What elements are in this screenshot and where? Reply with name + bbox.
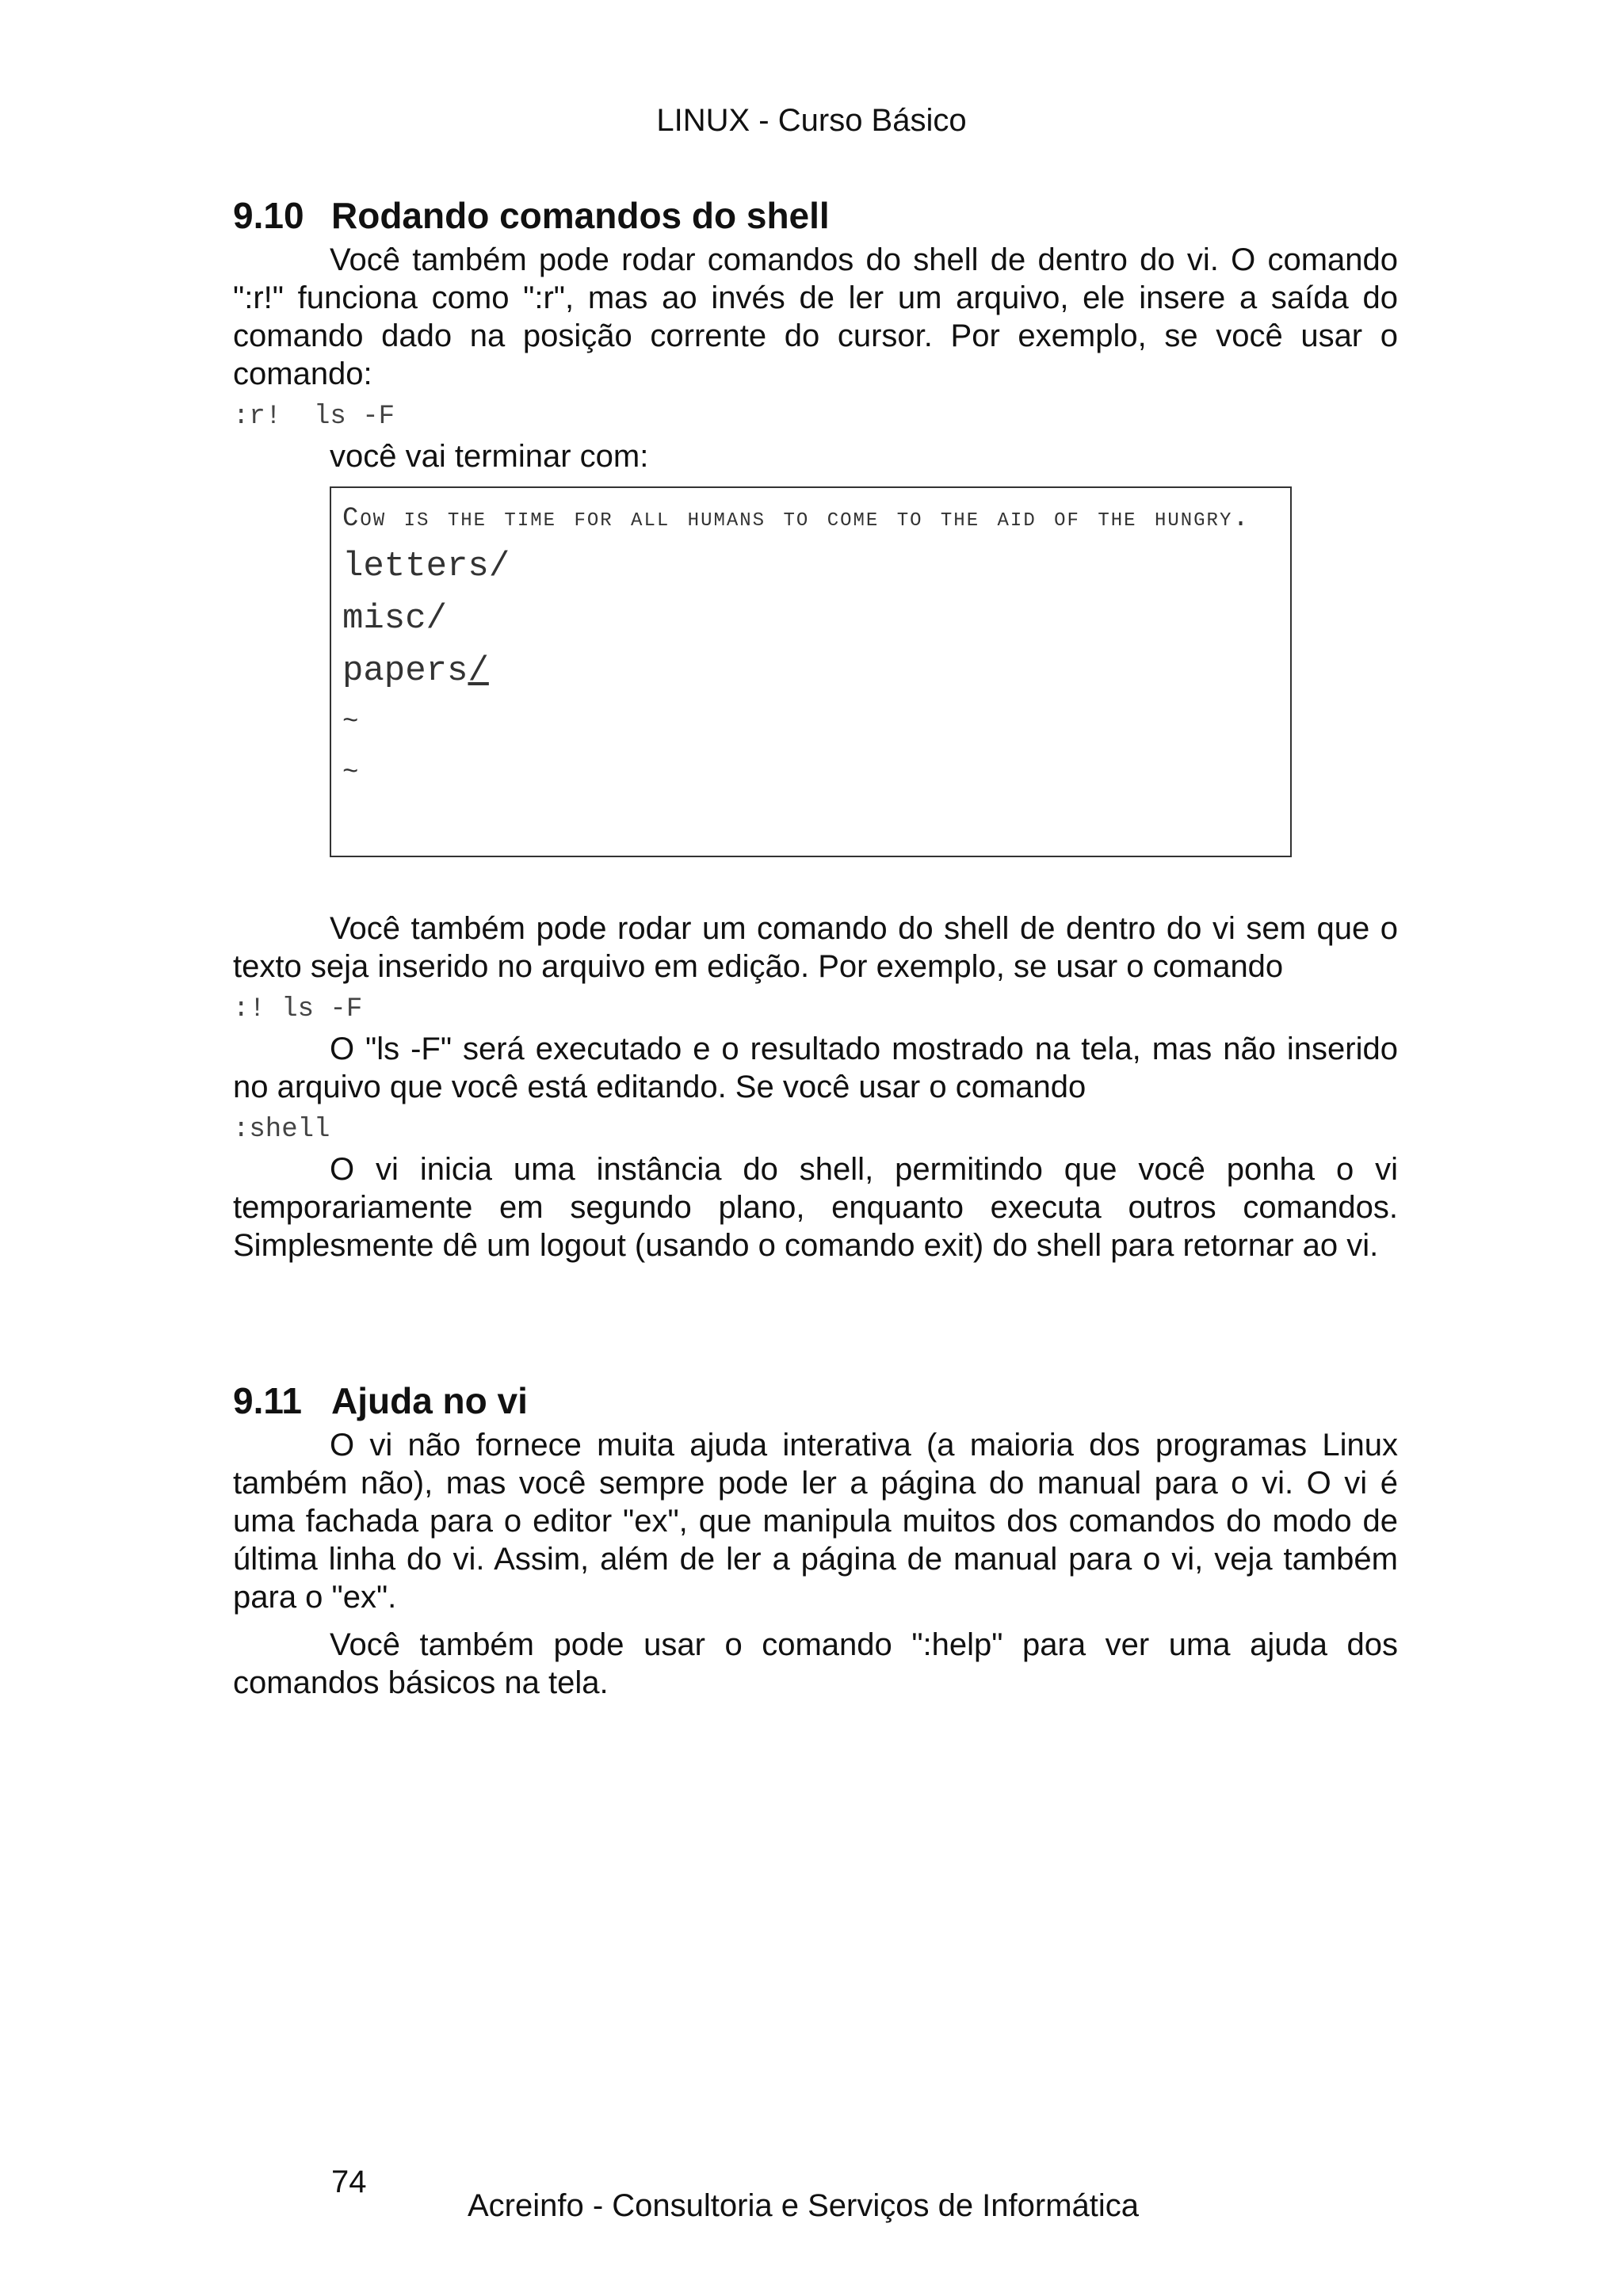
spacer xyxy=(233,857,1398,910)
output-line: letters/ xyxy=(342,547,510,586)
output-line: misc/ xyxy=(342,599,448,639)
command-example: :r! ls -F xyxy=(233,402,395,432)
paragraph: O vi não fornece muita ajuda interativa (a maioria dos programas Linux também não), mas você sempre pode ler a página do manual para o vi. O vi é uma fachada para o editor "ex", que manipula muitos dos comandos do modo de última linha do vi. Assim, além de ler a página de manual para o vi, veja também para o "ex". xyxy=(233,1428,1398,1615)
running-header: LINUX - Curso Básico xyxy=(656,103,967,138)
page-number: 74 xyxy=(331,2164,367,2199)
text-cursor: / xyxy=(468,651,489,691)
result-intro: você vai terminar com: xyxy=(330,439,649,474)
output-line-text: papers xyxy=(342,651,468,691)
section-number: 9.11 xyxy=(233,1380,302,1421)
paragraph: Você também pode usar o comando ":help" para ver uma ajuda dos comandos básicos na tela. xyxy=(233,1627,1398,1700)
section-title: Ajuda no vi xyxy=(331,1380,528,1421)
terminal-output-box xyxy=(330,486,1292,857)
command-example: :! ls -F xyxy=(233,994,363,1024)
command-example: :shell xyxy=(233,1115,330,1145)
paragraph: Você também pode rodar um comando do shell de dentro do vi sem que o texto seja inserido no arquivo em edição. Por exemplo, se usar o comando xyxy=(233,911,1398,984)
section-heading-9-10 xyxy=(233,190,1398,241)
output-line xyxy=(342,645,1279,697)
empty-line-tilde: ~ xyxy=(342,707,359,738)
paragraph: O "ls -F" será executado e o resultado mostrado na tela, mas não inserido no arquivo que você está editando. Se você usar o comando xyxy=(233,1032,1398,1104)
empty-line-tilde: ~ xyxy=(342,758,359,788)
section-number: 9.10 xyxy=(233,195,304,236)
paragraph: O vi inicia uma instância do shell, permitindo que você ponha o vi temporariamente em segundo plano, enquanto executa outros comandos. Simplesmente dê um logout (usando o comando exit) do shell para retornar ao vi. xyxy=(233,1152,1398,1263)
output-caps-line: Cow is the time for all humans to come to the aid of the hungry. xyxy=(342,504,1251,534)
section-heading-9-11 xyxy=(233,1375,1398,1426)
section-title: Rodando comandos do shell xyxy=(331,195,830,236)
footer-text: Acreinfo - Consultoria e Serviços de Informática xyxy=(468,2188,1140,2223)
page-content xyxy=(233,190,1398,1702)
spacer xyxy=(233,1264,1398,1375)
paragraph: Você também pode rodar comandos do shell de dentro do vi. O comando ":r!" funciona como ":r", mas ao invés de ler um arquivo, ele insere a saída do comando dado na posição corrente do cursor. Por exemplo, se você usar o comando: xyxy=(233,242,1398,391)
